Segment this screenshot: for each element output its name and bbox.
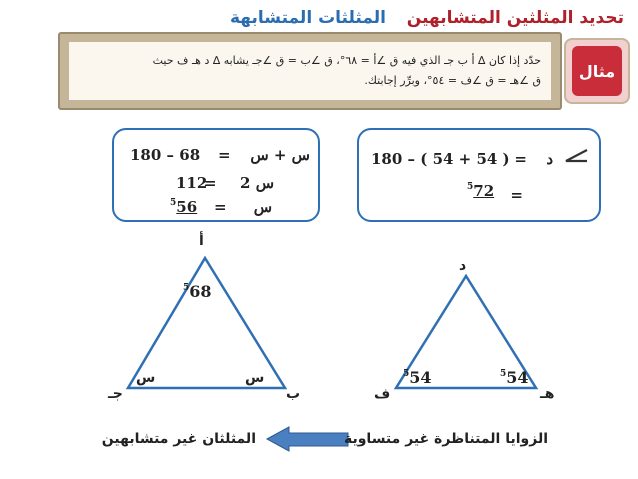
vertex-ha: هـ [540,386,555,402]
triangle-abc [128,258,285,388]
right-eq1-rhs: 180 – ( 54 + 54 ) [371,150,510,168]
left-arrow-icon [267,427,348,451]
angle-e-superscript: 5 [500,369,507,379]
angle-a-value: 68 [189,282,212,301]
right-eq2-equals: = [510,186,523,204]
example-line-2: ق ∠هـ = ق ∠ف = ٥٤°، وبرِّر إجابتك. [364,74,541,87]
vertex-dal: د [459,258,467,274]
angle-b-label: س [245,370,265,386]
left-eq3-equals: = [214,198,227,216]
angle-e-label [500,368,529,387]
right-eq2-value: 72 [473,182,495,200]
left-eq1-equals: = [218,146,231,164]
example-line-1: حدّد إذا كان ∆ أ ب جـ الذي فيه ق ∠أ = ٦٨°، ق ∠ب = ق ∠جـ يشابه ∆ د هـ ف حيث [152,54,541,67]
vertex-jim: جـ [108,386,123,402]
vertex-alef: أ [199,233,204,249]
vertex-ba: ب [286,386,301,402]
angle-e-value: 54 [506,368,529,387]
left-eq3-lhs: س [253,198,272,216]
right-eq1-lhs: د [546,150,553,168]
angle-c-label: س [136,370,156,386]
left-eq2-rhs: 112 [176,174,208,192]
angle-a-label [183,282,212,301]
angle-a-superscript: 5 [183,283,190,293]
left-eq1-rhs: 180 – 68 [130,146,201,164]
angle-f-value: 54 [409,368,432,387]
left-eq3-value: 56 [176,198,198,216]
header-title-right: تحديد المثلثين المتشابهين [406,8,624,28]
angle-f-label [403,368,432,387]
left-eq2-lhs: 2 س [240,174,274,192]
left-eq2-equals: = [204,174,217,192]
reason-text: الزوايا المتناظرة غير متساوية [343,431,548,447]
vertex-fa: ف [374,386,391,402]
result-text: المثلثان غير متشابهين [101,431,256,447]
right-eq1-equals: = [514,150,527,168]
angle-f-superscript: 5 [403,369,410,379]
left-eq1-lhs: س + س [250,146,310,164]
left-eq3-superscript: 5 [170,198,177,208]
example-badge-label: مثال [572,46,622,96]
right-eq2-superscript: 5 [467,182,474,192]
header-title-center: المثلثات المتشابهة [230,8,386,28]
